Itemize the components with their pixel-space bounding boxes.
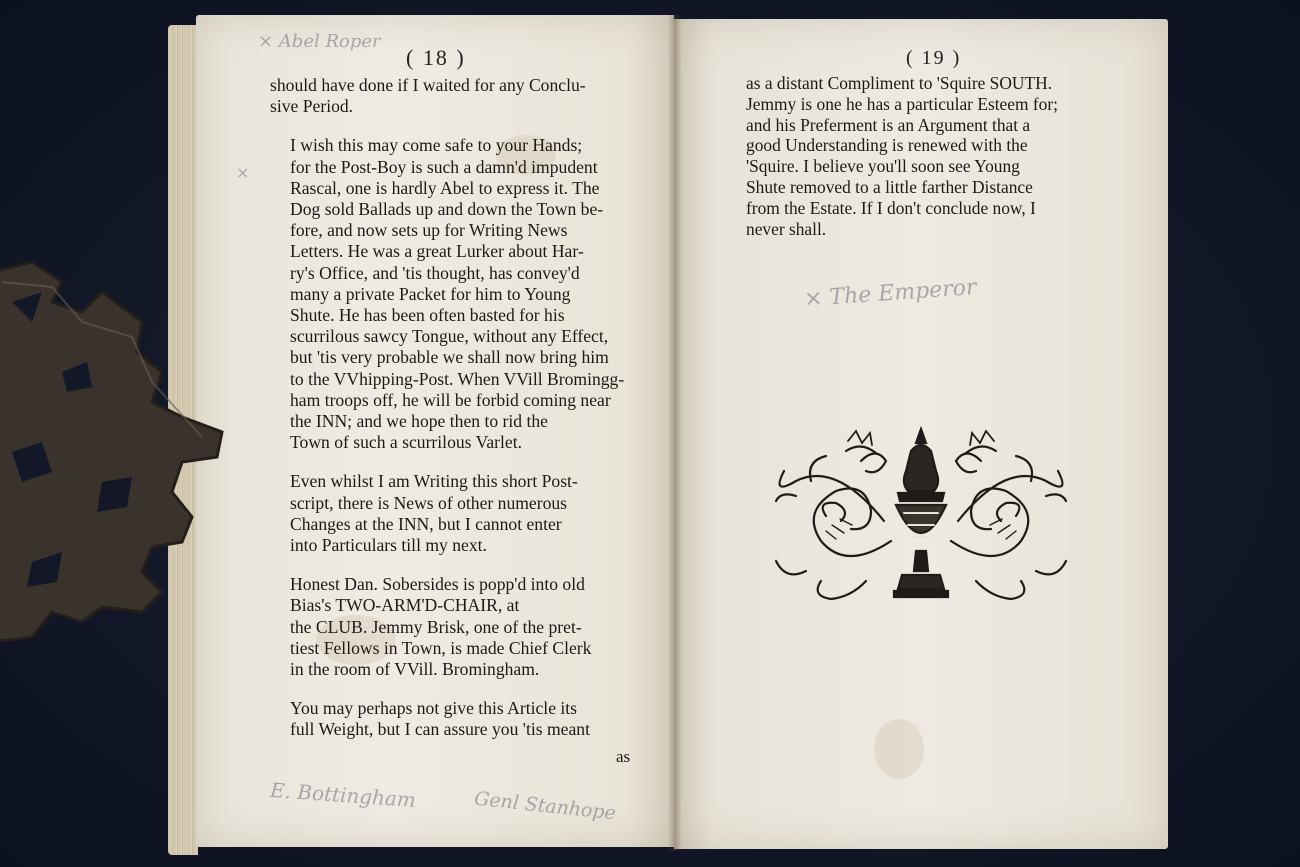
metal-clasp-icon — [0, 262, 232, 642]
page-number-right: ( 19 ) — [906, 47, 962, 69]
pencil-annotation-emperor: × The Emperor — [803, 275, 978, 312]
text-line: fore, and now sets up for Writing News — [290, 220, 568, 241]
text-line: You may perhaps not give this Article its — [290, 698, 578, 719]
text-line: Jemmy is one he has a particular Esteem for; — [746, 93, 1058, 114]
text-line: to the VVhipping-Post. When VVill Bromingg- — [290, 368, 625, 389]
text-line: Letters. He was a great Lurker about Har- — [290, 241, 584, 262]
text-line: I wish this may come safe to your Hands; — [290, 135, 583, 156]
text-line: good Understanding is renewed with the — [746, 135, 1028, 156]
text-line: Bias's TWO-ARM'D-CHAIR, at — [290, 595, 520, 616]
text-line: tiest Fellows in Town, is made Chief Clerk — [290, 637, 592, 658]
left-page-text — [270, 75, 632, 759]
text-line: scurrilous sawcy Tongue, without any Effect, — [290, 326, 609, 347]
text-line: Dog sold Ballads up and down the Town be- — [290, 199, 604, 220]
text-line: for the Post-Boy is such a damn'd impudent — [290, 156, 598, 177]
left-page — [196, 15, 674, 847]
paragraph — [270, 75, 632, 117]
text-line: many a private Packet for him to Young — [290, 283, 571, 304]
text-line: Shute removed to a little farther Distance — [746, 176, 1033, 197]
paragraph — [270, 135, 632, 453]
text-line: script, there is News of other numerous — [290, 492, 568, 513]
text-line: ry's Office, and 'tis thought, has convey'd — [290, 262, 580, 283]
paragraph — [270, 574, 632, 680]
text-line: Rascal, one is hardly Abel to express it. The — [290, 177, 600, 198]
text-line: as a distant Compliment to 'Squire SOUTH. — [746, 73, 1053, 93]
paragraph — [270, 471, 632, 556]
text-line: into Particulars till my next. — [290, 535, 487, 556]
text-line: Honest Dan. Sobersides is popp'd into old — [290, 574, 585, 595]
urn-ornament-icon — [766, 421, 1076, 611]
pencil-annotation-bottingham: E. Bottingham — [269, 777, 417, 813]
text-line: Changes at the INN, but I cannot enter — [290, 513, 562, 534]
text-line: and his Preferment is an Argument that a — [746, 114, 1031, 135]
text-line: 'Squire. I believe you'll soon see Young — [746, 156, 1020, 177]
text-line: in the room of VVill. Bromingham. — [290, 659, 540, 680]
text-line: Even whilst I am Writing this short Post- — [290, 471, 578, 492]
text-line: Shute. He has been often basted for his — [290, 305, 565, 326]
text-line: should have done if I waited for any Conclu- — [270, 75, 586, 95]
right-page-text — [746, 73, 1110, 257]
right-page — [674, 19, 1168, 849]
text-line: full Weight, but I can assure you 'tis meant — [290, 719, 590, 740]
text-line: never shall. — [746, 218, 827, 239]
text-line: sive Period. — [270, 96, 354, 117]
text-line: but 'tis very probable we shall now bring him — [290, 347, 609, 368]
pencil-annotation-stanhope: Genl Stanhope — [473, 787, 617, 825]
page-number-left: ( 18 ) — [406, 45, 466, 70]
catchword: as — [616, 747, 631, 766]
text-line: ham troops off, he will be forbid coming near — [290, 389, 611, 410]
text-line: the INN; and we hope then to rid the — [290, 411, 548, 432]
text-line: from the Estate. If I don't conclude now, I — [746, 197, 1036, 218]
paragraph — [746, 73, 1110, 239]
pencil-annotation-abel-roper: × Abel Roper — [258, 31, 381, 52]
pencil-annotation-cross: × — [236, 163, 250, 182]
text-line: the CLUB. Jemmy Brisk, one of the pret- — [290, 616, 582, 637]
book-gutter — [668, 15, 682, 851]
open-book — [168, 15, 1170, 851]
paragraph — [270, 698, 632, 740]
text-line: Town of such a scurrilous Varlet. — [290, 432, 522, 453]
